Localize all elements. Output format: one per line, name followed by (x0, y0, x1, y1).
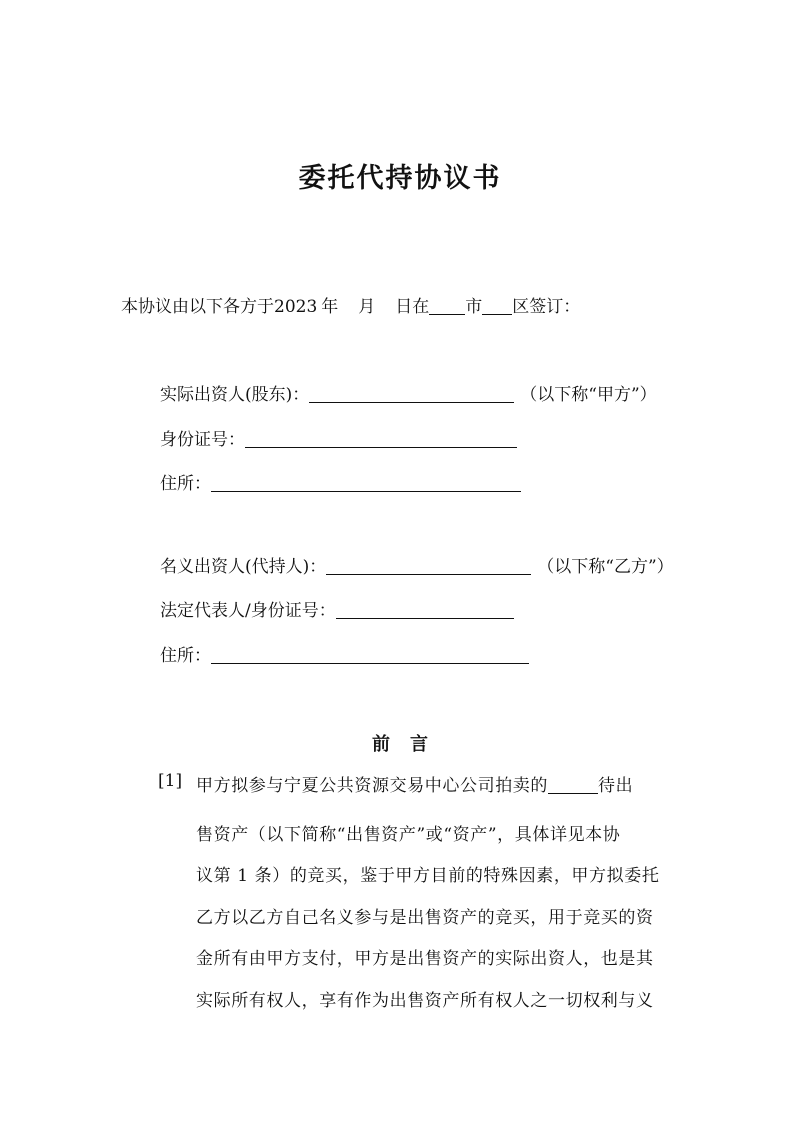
party-b-alias: （以下称“乙方”） (537, 557, 674, 577)
party-b-name-line (160, 556, 674, 578)
preface-line-1-a: 甲方拟参与宁夏公共资源交易中心公司拍卖的 (196, 776, 548, 796)
preface-line: 乙方以乙方自己名义参与是出售资产的竞买，用于竞买的资 (196, 908, 654, 928)
party-a-address-blank[interactable] (211, 474, 521, 492)
party-b-address-line (160, 645, 529, 667)
city-blank[interactable] (429, 297, 465, 315)
intro-line (121, 296, 580, 318)
party-b-rep-label: 法定代表人/身份证号： (160, 601, 336, 621)
party-a-address-line (160, 473, 521, 495)
clause-number: [1] (158, 771, 183, 791)
preface-heading: 前言 (372, 734, 448, 755)
preface-line: 金所有由甲方支付，甲方是出售资产的实际出资人，也是其 (196, 949, 654, 969)
asset-name-blank[interactable] (548, 776, 598, 794)
intro-district: 区签订： (512, 297, 581, 317)
intro-year-unit: 年 (321, 297, 339, 317)
party-a-name-blank[interactable] (309, 385, 514, 403)
party-a-alias: （以下称“甲方”） (520, 385, 657, 405)
party-b-rep-line (160, 600, 514, 622)
party-b-address-blank[interactable] (211, 646, 529, 664)
intro-day: 日在 (395, 297, 430, 317)
preface-line: 售资产（以下简称“出售资产”或“资产”，具体详见本协 (196, 825, 621, 845)
party-a-address-label: 住所： (160, 474, 211, 494)
party-a-name-line (160, 384, 657, 406)
party-b-name-blank[interactable] (326, 557, 531, 575)
intro-prefix: 本协议由以下各方于 (121, 297, 274, 317)
preface-line: 实际所有权人，享有作为出售资产所有权人之一切权利与义 (196, 991, 654, 1011)
party-a-label: 实际出资人(股东)： (160, 385, 310, 405)
preface-line-1-b: 待出 (598, 776, 634, 796)
party-b-address-label: 住所： (160, 646, 211, 666)
preface-line: 议第 1 条）的竞买，鉴于甲方目前的特殊因素，甲方拟委托 (196, 866, 660, 886)
preface-line-1 (196, 771, 633, 796)
party-a-id-label: 身份证号： (160, 430, 245, 450)
party-b-rep-blank[interactable] (336, 601, 514, 619)
party-b-label: 名义出资人(代持人)： (160, 557, 327, 577)
document-title: 委托代持协议书 (298, 163, 502, 194)
intro-city: 市 (465, 297, 483, 317)
party-a-id-blank[interactable] (245, 430, 517, 448)
intro-year: 2023 (274, 297, 318, 317)
district-blank[interactable] (482, 297, 512, 315)
intro-month: 月 (358, 297, 376, 317)
party-a-id-line (160, 429, 517, 451)
